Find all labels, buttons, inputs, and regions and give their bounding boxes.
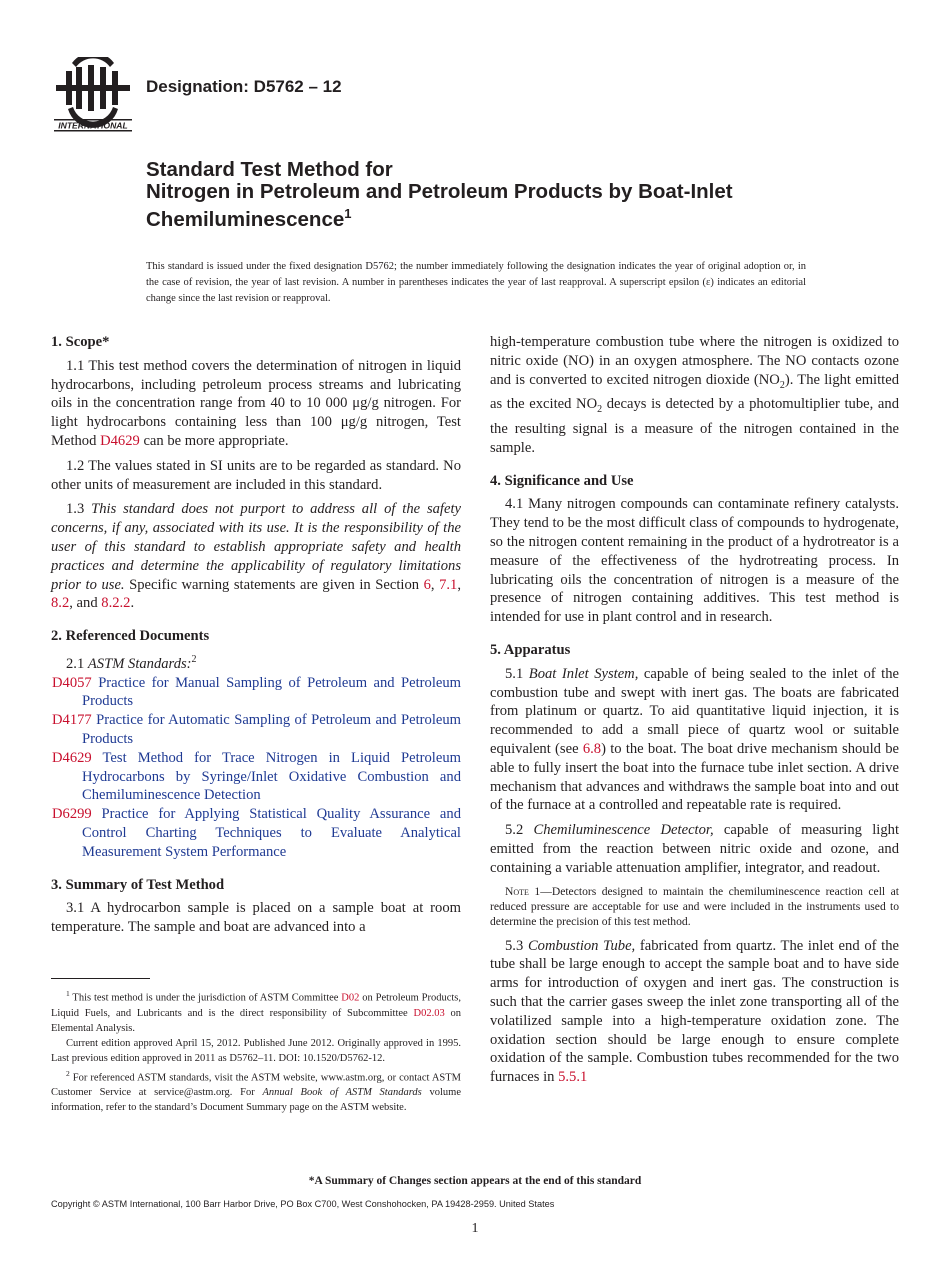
right-column	[490, 333, 899, 1093]
p5-1-italic: Boat Inlet System,	[528, 665, 639, 682]
p1-3-num: 1.3	[66, 501, 92, 518]
fn1-a: This test method is under the jurisdiction of ASTM Committee	[69, 992, 342, 1004]
footnote-2-mark: 2	[66, 1068, 70, 1078]
ref-code[interactable]: D4057	[52, 674, 92, 691]
section-2-heading: 2. Referenced Documents	[51, 628, 210, 645]
link-section-8-2-2[interactable]: 8.2.2	[101, 595, 131, 612]
ref-item-d6299[interactable]	[51, 805, 461, 861]
paragraph-2-1	[51, 651, 461, 674]
left-column	[51, 333, 461, 943]
p5-1-b: ) to the boat. The boat drive mechanism should be able to fully insert the boat into the furnace tube inlet section. A drive mechanism that advances and withdraws the sample boat into and out of the furnace at a controlled and repeatable rate is required.	[490, 740, 899, 814]
paragraph-1-1	[51, 357, 461, 451]
note-label: Note	[505, 884, 529, 898]
ref-title[interactable]: Test Method for Trace Nitrogen in Liquid Petroleum Hydrocarbons by Syringe/Inlet Oxidative Combustion and Chemiluminescence Detection	[82, 749, 461, 804]
section-3-heading: 3. Summary of Test Method	[51, 876, 225, 893]
fn2-b: volume information, refer to the standard’s Document Summary page on the ASTM website.	[51, 1087, 461, 1113]
page-number: 1	[471, 1221, 479, 1236]
paragraph-1-2: 1.2 The values stated in SI units are to be regarded as standard. No other units of measurement are included in this standard.	[51, 457, 461, 493]
fn2-a: For referenced ASTM standards, visit the ASTM website, www.astm.org, or contact ASTM Customer Service at service@astm.org. For	[51, 1072, 461, 1098]
footnote-1-edition: Current edition approved April 15, 2012. Published June 2012. Originally approved in 1995. Last previous edition approved in 2011 as D5762–11. DOI: 10.1520/D5762-12.	[51, 1037, 461, 1064]
p3-1-a: high-temperature combustion tube where the nitrogen is oxidized to nitric oxide (NO) in an oxygen atmosphere. The NO contacts ozone and is converted to excited nitrogen dioxide (NO	[490, 334, 899, 388]
link-section-6-8[interactable]: 6.8	[582, 740, 602, 757]
p1-3-italic: This standard does not purport to address all of the safety concerns, if any, associated with its use. It is the responsibility of the user of this standard to establish appropriate safety and health practices and determine the applicability of regulatory limitations prior to use.	[51, 501, 461, 593]
p1-1-end: can be more appropriate.	[139, 432, 289, 449]
p1-3-rest: Specific warning statements are given in Section	[124, 576, 424, 593]
note-1	[490, 884, 899, 929]
title-footnote-mark: 1	[344, 206, 352, 221]
p5-2-num: 5.2	[505, 822, 534, 839]
paragraph-5-3	[490, 937, 899, 1087]
p5-2-rest: capable of measuring light emitted from the reaction between nitric oxide and ozone, and containing a variable attenuation amplifier, integrator, and readout.	[490, 822, 899, 876]
paragraph-5-1	[490, 665, 899, 815]
ref-item-d4629[interactable]	[51, 749, 461, 805]
p5-3-num: 5.3	[505, 937, 528, 954]
link-subcommittee-d02-03[interactable]: D02.03	[413, 1007, 445, 1019]
footnote-1-mark: 1	[66, 989, 70, 998]
note-text: 1—Detectors designed to maintain the chemiluminescence reaction cell at reduced pressure are acceptable for use and were included in the instruments used to determine the precision of this test method.	[490, 884, 899, 928]
title-line-1: Standard Test Method for	[146, 158, 393, 181]
paragraph-1-3	[51, 500, 461, 613]
p5-3-rest: fabricated from quartz. The inlet end of the tube shall be large enough to accept the sample boat and to have side arms for introduction of oxygen and inert gas. The construction is such that the carrier gases sweep the inlet zone transporting all of the volatilized sample into a high-temperature oxidation zone. The oxidation section should be large enough to ensure complete oxidation of the sample. Combustion tubes recommended for the two furnaces in	[490, 937, 900, 1086]
paragraph-3-1-start: 3.1 A hydrocarbon sample is placed on a sample boat at room temperature. The sample and boat are advanced into a	[51, 900, 461, 936]
footnote-2-mark: 2	[191, 653, 197, 665]
title-line-3	[146, 203, 886, 231]
footnotes	[51, 986, 461, 1115]
paragraph-5-2	[490, 821, 899, 877]
subscript: 2	[597, 404, 603, 416]
p5-2-italic: Chemiluminescence Detector,	[533, 822, 714, 839]
fn2-italic: Annual Book of ASTM Standards	[262, 1087, 422, 1098]
subscript: 2	[779, 379, 785, 391]
ref-title[interactable]: Practice for Applying Statistical Quality Assurance and Control Charting Techniques to Evaluate Analytical Measurement System Performance	[82, 806, 461, 860]
copyright: Copyright © ASTM International, 100 Barr Harbor Drive, PO Box C700, West Conshohocken, PA 19428-2959. United States	[51, 1199, 555, 1209]
title-line-2: Nitrogen in Petroleum and Petroleum Products by Boat-Inlet	[146, 180, 733, 203]
ref-code[interactable]: D6299	[52, 806, 92, 823]
designation: Designation: D5762 – 12	[146, 77, 342, 96]
p2-1-italic: ASTM Standards:	[87, 655, 192, 672]
document-title	[146, 159, 886, 231]
sep: ,	[457, 576, 462, 593]
ref-item-d4177[interactable]	[51, 711, 461, 749]
footnote-divider	[51, 978, 150, 979]
fn1-b: on Petroleum Products, Liquid Fuels, and Lubricants and is the direct responsibility of Subcommittee	[51, 992, 461, 1019]
ref-item-d4057[interactable]	[51, 674, 461, 712]
period: .	[130, 595, 135, 612]
ref-code[interactable]: D4629	[52, 749, 92, 766]
footnote-1	[51, 986, 461, 1036]
ref-title[interactable]: Practice for Manual Sampling of Petroleum and Petroleum Products	[82, 674, 461, 710]
p5-1-num: 5.1	[505, 665, 529, 682]
p1-1-text: 1.1 This test method covers the determination of nitrogen in liquid hydrocarbons, including petroleum process streams and lubricating oils in the concentration range from 40 to 10 000 μg/g nitrogen. For light hydrocarbons containing less than 100 μg/g nitrogen, Test Method	[51, 357, 461, 449]
referenced-documents-list	[51, 674, 461, 862]
link-section-6[interactable]: 6	[423, 576, 431, 593]
logo-subtext: INTERNATIONAL	[58, 120, 128, 131]
summary-of-changes-note: *A Summary of Changes section appears at the end of this standard	[308, 1175, 642, 1187]
ref-code[interactable]: D4177	[52, 712, 92, 729]
p3-1-c: decays is detected by a photomultiplier tube, and the resulting signal is a measure of the nitrogen contained in the sample.	[490, 396, 899, 456]
section-1-heading: 1. Scope*	[51, 334, 110, 350]
sep: , and	[69, 595, 102, 612]
link-section-8-2[interactable]: 8.2	[51, 595, 70, 612]
p2-1-num: 2.1	[66, 655, 88, 672]
p5-3-italic: Combustion Tube,	[527, 937, 636, 954]
issue-note: This standard is issued under the fixed designation D5762; the number immediately following the designation indicates the year of original adoption or, in the case of revision, the year of last revision. A number in parentheses indicates the year of last reapproval. A superscript epsilon (ε) indicates an editorial change since the last revision or reapproval.	[146, 261, 806, 304]
p5-1-a: capable of being sealed to the inlet of the combustion tube and swept with inert gas. The boats are fabricated from platinum or quartz. To aid quantitative liquid injection, it is recommended to add a small piece of quartz wool or suitable equivalent (see	[490, 665, 900, 757]
section-5-heading: 5. Apparatus	[490, 641, 571, 658]
section-4-heading: 4. Significance and Use	[490, 472, 634, 489]
ref-title[interactable]: Practice for Automatic Sampling of Petroleum and Petroleum Products	[82, 712, 461, 747]
link-section-5-5-1[interactable]: 5.5.1	[558, 1069, 588, 1086]
link-committee-d02[interactable]: D02	[341, 992, 360, 1004]
footnote-2	[51, 1066, 461, 1116]
link-d4629[interactable]: D4629	[100, 432, 140, 449]
paragraph-4-1: 4.1 Many nitrogen compounds can contaminate refinery catalysts. They tend to be the most difficult class of compounds to hydrogenate, so the nitrogen content remaining in the product of a hydrotreator is a measure of the effectiveness of the hydrotreating process. In lubricating oils the concentration of nitrogen is a measure of the presence of nitrogen containing additives. This test method is intended for use in plant control and in research.	[490, 496, 899, 626]
astm-logo	[50, 57, 136, 135]
link-section-7-1[interactable]: 7.1	[439, 576, 458, 593]
paragraph-3-1-cont	[490, 333, 899, 458]
title-line-3-text: Chemiluminescence	[146, 207, 345, 231]
fn1-c: on Elemental Analysis.	[51, 1007, 461, 1034]
sep: ,	[430, 576, 440, 593]
p3-1-b: ). The light emitted as the excited NO	[490, 371, 899, 413]
